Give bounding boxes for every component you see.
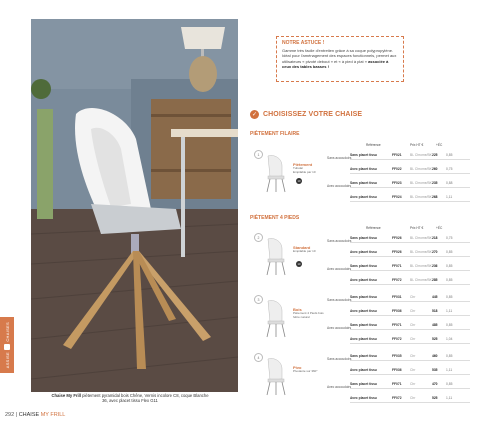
product-card[interactable] — [254, 150, 350, 202]
row-ref: FF031 — [392, 295, 402, 299]
row-eco: 0,85 — [446, 264, 453, 268]
row-eco: 1,11 — [446, 195, 453, 199]
row-eco: 1,11 — [446, 368, 453, 372]
row-color: Chr — [410, 354, 416, 358]
row-eco: 0,75 — [446, 167, 453, 171]
row-desc: Sans placet tissu — [350, 153, 377, 157]
row-price: 518 — [432, 309, 438, 313]
row-ref: FF026 — [392, 236, 402, 240]
product-name: Pivo — [293, 365, 302, 370]
caption-text: piètement pyramidal bois Chêne, Vernis incolore C8, coque Blanche 36, avec placet tissu Flex G11 — [81, 393, 209, 404]
row-color: BL Chrome/BK — [410, 236, 432, 240]
row-eco: 0,75 — [446, 236, 453, 240]
table-header-cell: Prix HT € — [410, 143, 424, 147]
table-row — [350, 151, 470, 160]
table-row — [350, 293, 470, 302]
table-row — [350, 179, 470, 188]
row-price: 270 — [432, 250, 438, 254]
row-ref: FF021 — [392, 153, 402, 157]
row-price: 285 — [432, 278, 438, 282]
side-tab-label2: CHAISES — [4, 322, 10, 342]
subgroup-label: Avec accoudoirs — [327, 326, 352, 330]
group-title: PIÈTEMENT FILAIRE — [250, 131, 300, 137]
product-name: Bois — [293, 307, 302, 312]
row-price: 445 — [432, 295, 438, 299]
row-color: BL Chrome/BK — [410, 153, 432, 157]
row-color: BL Chrome/BK — [410, 195, 432, 199]
row-ref: FF072 — [392, 396, 402, 400]
page-footer — [5, 412, 65, 418]
table-row — [350, 262, 470, 271]
row-eco: 1,11 — [446, 309, 453, 313]
row-price: 525 — [432, 396, 438, 400]
footer-product: MY FRILL — [40, 412, 66, 418]
subgroup-label: Sans accoudoirs — [327, 156, 352, 160]
row-desc: Avec placet tissu — [350, 167, 377, 171]
stack-badge: 10 — [297, 262, 301, 266]
photo-caption — [50, 393, 210, 403]
table-row — [350, 165, 470, 174]
row-ref: FF022 — [392, 167, 402, 171]
table-header-cell: Prix HT € — [410, 226, 424, 230]
table-header-cell: +ÉC — [436, 143, 443, 147]
row-ref: FF024 — [392, 195, 402, 199]
row-color: Chr — [410, 368, 416, 372]
section-title-label: CHOISISSEZ VOTRE CHAISE — [263, 111, 363, 118]
row-price: 268 — [432, 195, 438, 199]
product-card[interactable] — [254, 353, 350, 405]
row-color: Chr — [410, 396, 416, 400]
row-eco: 0,85 — [446, 295, 453, 299]
row-price: 535 — [432, 368, 438, 372]
row-eco: 0,88 — [446, 181, 453, 185]
row-ref: FF071 — [392, 323, 402, 327]
tip-body — [282, 48, 398, 70]
subgroup-label: Sans accoudoirs — [327, 298, 352, 302]
tip-body-bold: associée à ceux des tables basses ! — [282, 58, 389, 70]
row-price: 236 — [432, 264, 438, 268]
table-row — [350, 276, 470, 285]
row-desc: Avec placet tissu — [350, 309, 377, 313]
product-number: 2 — [254, 233, 263, 242]
chair-icon — [4, 344, 10, 350]
side-tab-label: ASSISE — [4, 351, 10, 368]
subgroup-label: Sans accoudoirs — [327, 239, 352, 243]
stack-badge: 10 — [297, 179, 301, 183]
product-name: Piètement — [293, 162, 313, 167]
footer-sep: | — [14, 412, 19, 418]
row-desc: Avec placet tissu — [350, 396, 377, 400]
row-ref: FF035 — [392, 354, 402, 358]
row-desc: Sans placet tissu — [350, 354, 377, 358]
row-ref: FF026 — [392, 250, 402, 254]
table-row — [350, 193, 470, 202]
row-desc: Sans placet tissu — [350, 382, 377, 386]
table-header — [366, 143, 448, 147]
side-tab[interactable] — [0, 317, 14, 373]
row-desc: Avec placet tissu — [350, 195, 377, 199]
table-row — [350, 307, 470, 316]
row-color: BL Chrome/BK — [410, 181, 432, 185]
product-desc: Empilable par 10 — [293, 249, 316, 253]
tip-box — [276, 36, 404, 82]
row-price: 235 — [432, 181, 438, 185]
product-desc: Tubular — [293, 166, 304, 170]
table-row — [350, 248, 470, 257]
row-price: 485 — [432, 323, 438, 327]
row-color: BL Chrome/BK — [410, 278, 432, 282]
row-color: Chr — [410, 382, 416, 386]
row-ref: FF071 — [392, 264, 402, 268]
row-eco: 0,85 — [446, 323, 453, 327]
row-eco: 0,85 — [446, 278, 453, 282]
row-eco: 1,11 — [446, 396, 453, 400]
row-price: 218 — [432, 236, 438, 240]
row-desc: Sans placet tissu — [350, 264, 377, 268]
row-desc: Avec placet tissu — [350, 250, 377, 254]
row-color: Chr — [410, 295, 416, 299]
row-ref: FF023 — [392, 181, 402, 185]
table-header-cell: Référence — [366, 226, 381, 230]
check-icon: ✓ — [251, 112, 258, 118]
table-row — [350, 352, 470, 361]
row-ref: FF036 — [392, 368, 402, 372]
row-desc: Avec placet tissu — [350, 368, 377, 372]
subgroup-label: Avec accoudoirs — [327, 267, 352, 271]
product-card[interactable] — [254, 233, 350, 285]
row-eco: 0,85 — [446, 153, 453, 157]
row-color: Chr — [410, 337, 416, 341]
product-sub: Empilable par 10 — [293, 170, 316, 174]
table-row — [350, 335, 470, 344]
row-desc: Sans placet tissu — [350, 323, 377, 327]
subgroup-label: Avec accoudoirs — [327, 184, 352, 188]
chair-thumbnail — [260, 299, 290, 339]
row-ref: FF072 — [392, 278, 402, 282]
product-number: 3 — [254, 295, 263, 304]
product-desc: Piètement 4 Pieds bois hêtre naturel — [293, 311, 324, 319]
row-price: 460 — [432, 354, 438, 358]
tip-body-text: Gamme très facile d'entretien grâce à sa coque polypropylène. Idéal pour l'aménagement des espaces fonctionnels, permet aux utilisateurs « pivoté debout » et « à pied à plat » — [282, 48, 397, 64]
row-desc: Sans placet tissu — [350, 295, 377, 299]
group-title: PIÈTEMENT 4 PIEDS — [250, 215, 300, 221]
row-price: 260 — [432, 167, 438, 171]
row-eco: 1,04 — [446, 337, 453, 341]
table-header-cell: Référence — [366, 143, 381, 147]
row-price: 225 — [432, 153, 438, 157]
section-title — [250, 110, 362, 119]
product-number: 1 — [254, 150, 263, 159]
table-row — [350, 234, 470, 243]
product-desc: Pivotante sur 360° — [293, 369, 318, 373]
product-number: 4 — [254, 353, 263, 362]
chair-thumbnail — [260, 357, 290, 397]
product-photo — [31, 19, 238, 392]
subgroup-label: Sans accoudoirs — [327, 357, 352, 361]
subgroup-label: Avec accoudoirs — [327, 385, 352, 389]
product-name: Standard — [293, 245, 311, 250]
row-eco: 0,85 — [446, 250, 453, 254]
row-color: Chr — [410, 309, 416, 313]
row-eco: 0,85 — [446, 354, 453, 358]
row-desc: Sans placet tissu — [350, 181, 377, 185]
row-ref: FF036 — [392, 309, 402, 313]
row-desc: Sans placet tissu — [350, 236, 377, 240]
chair-thumbnail — [260, 154, 290, 194]
row-price: 470 — [432, 382, 438, 386]
table-header — [366, 226, 448, 230]
table-row — [350, 394, 470, 403]
row-desc: Avec placet tissu — [350, 337, 377, 341]
row-color: BL Chrome/BK — [410, 250, 432, 254]
row-price: 525 — [432, 337, 438, 341]
page-number: 292 — [5, 412, 15, 418]
caption-bold: Chaise My Frill — [51, 393, 81, 398]
table-row — [350, 321, 470, 330]
product-card[interactable] — [254, 295, 350, 347]
chair-thumbnail — [260, 237, 290, 277]
tip-title: NOTRE ASTUCE ! — [282, 40, 325, 46]
row-color: Chr — [410, 323, 416, 327]
row-eco: 0,85 — [446, 382, 453, 386]
table-header-cell: +ÉC — [436, 226, 443, 230]
row-ref: FF072 — [392, 337, 402, 341]
footer-brand: CHAISE — [18, 412, 41, 418]
row-color: BL Chrome/BK — [410, 264, 432, 268]
table-row — [350, 380, 470, 389]
table-row — [350, 366, 470, 375]
row-color: BL Chrome/BK — [410, 167, 432, 171]
row-ref: FF071 — [392, 382, 402, 386]
row-desc: Avec placet tissu — [350, 278, 377, 282]
